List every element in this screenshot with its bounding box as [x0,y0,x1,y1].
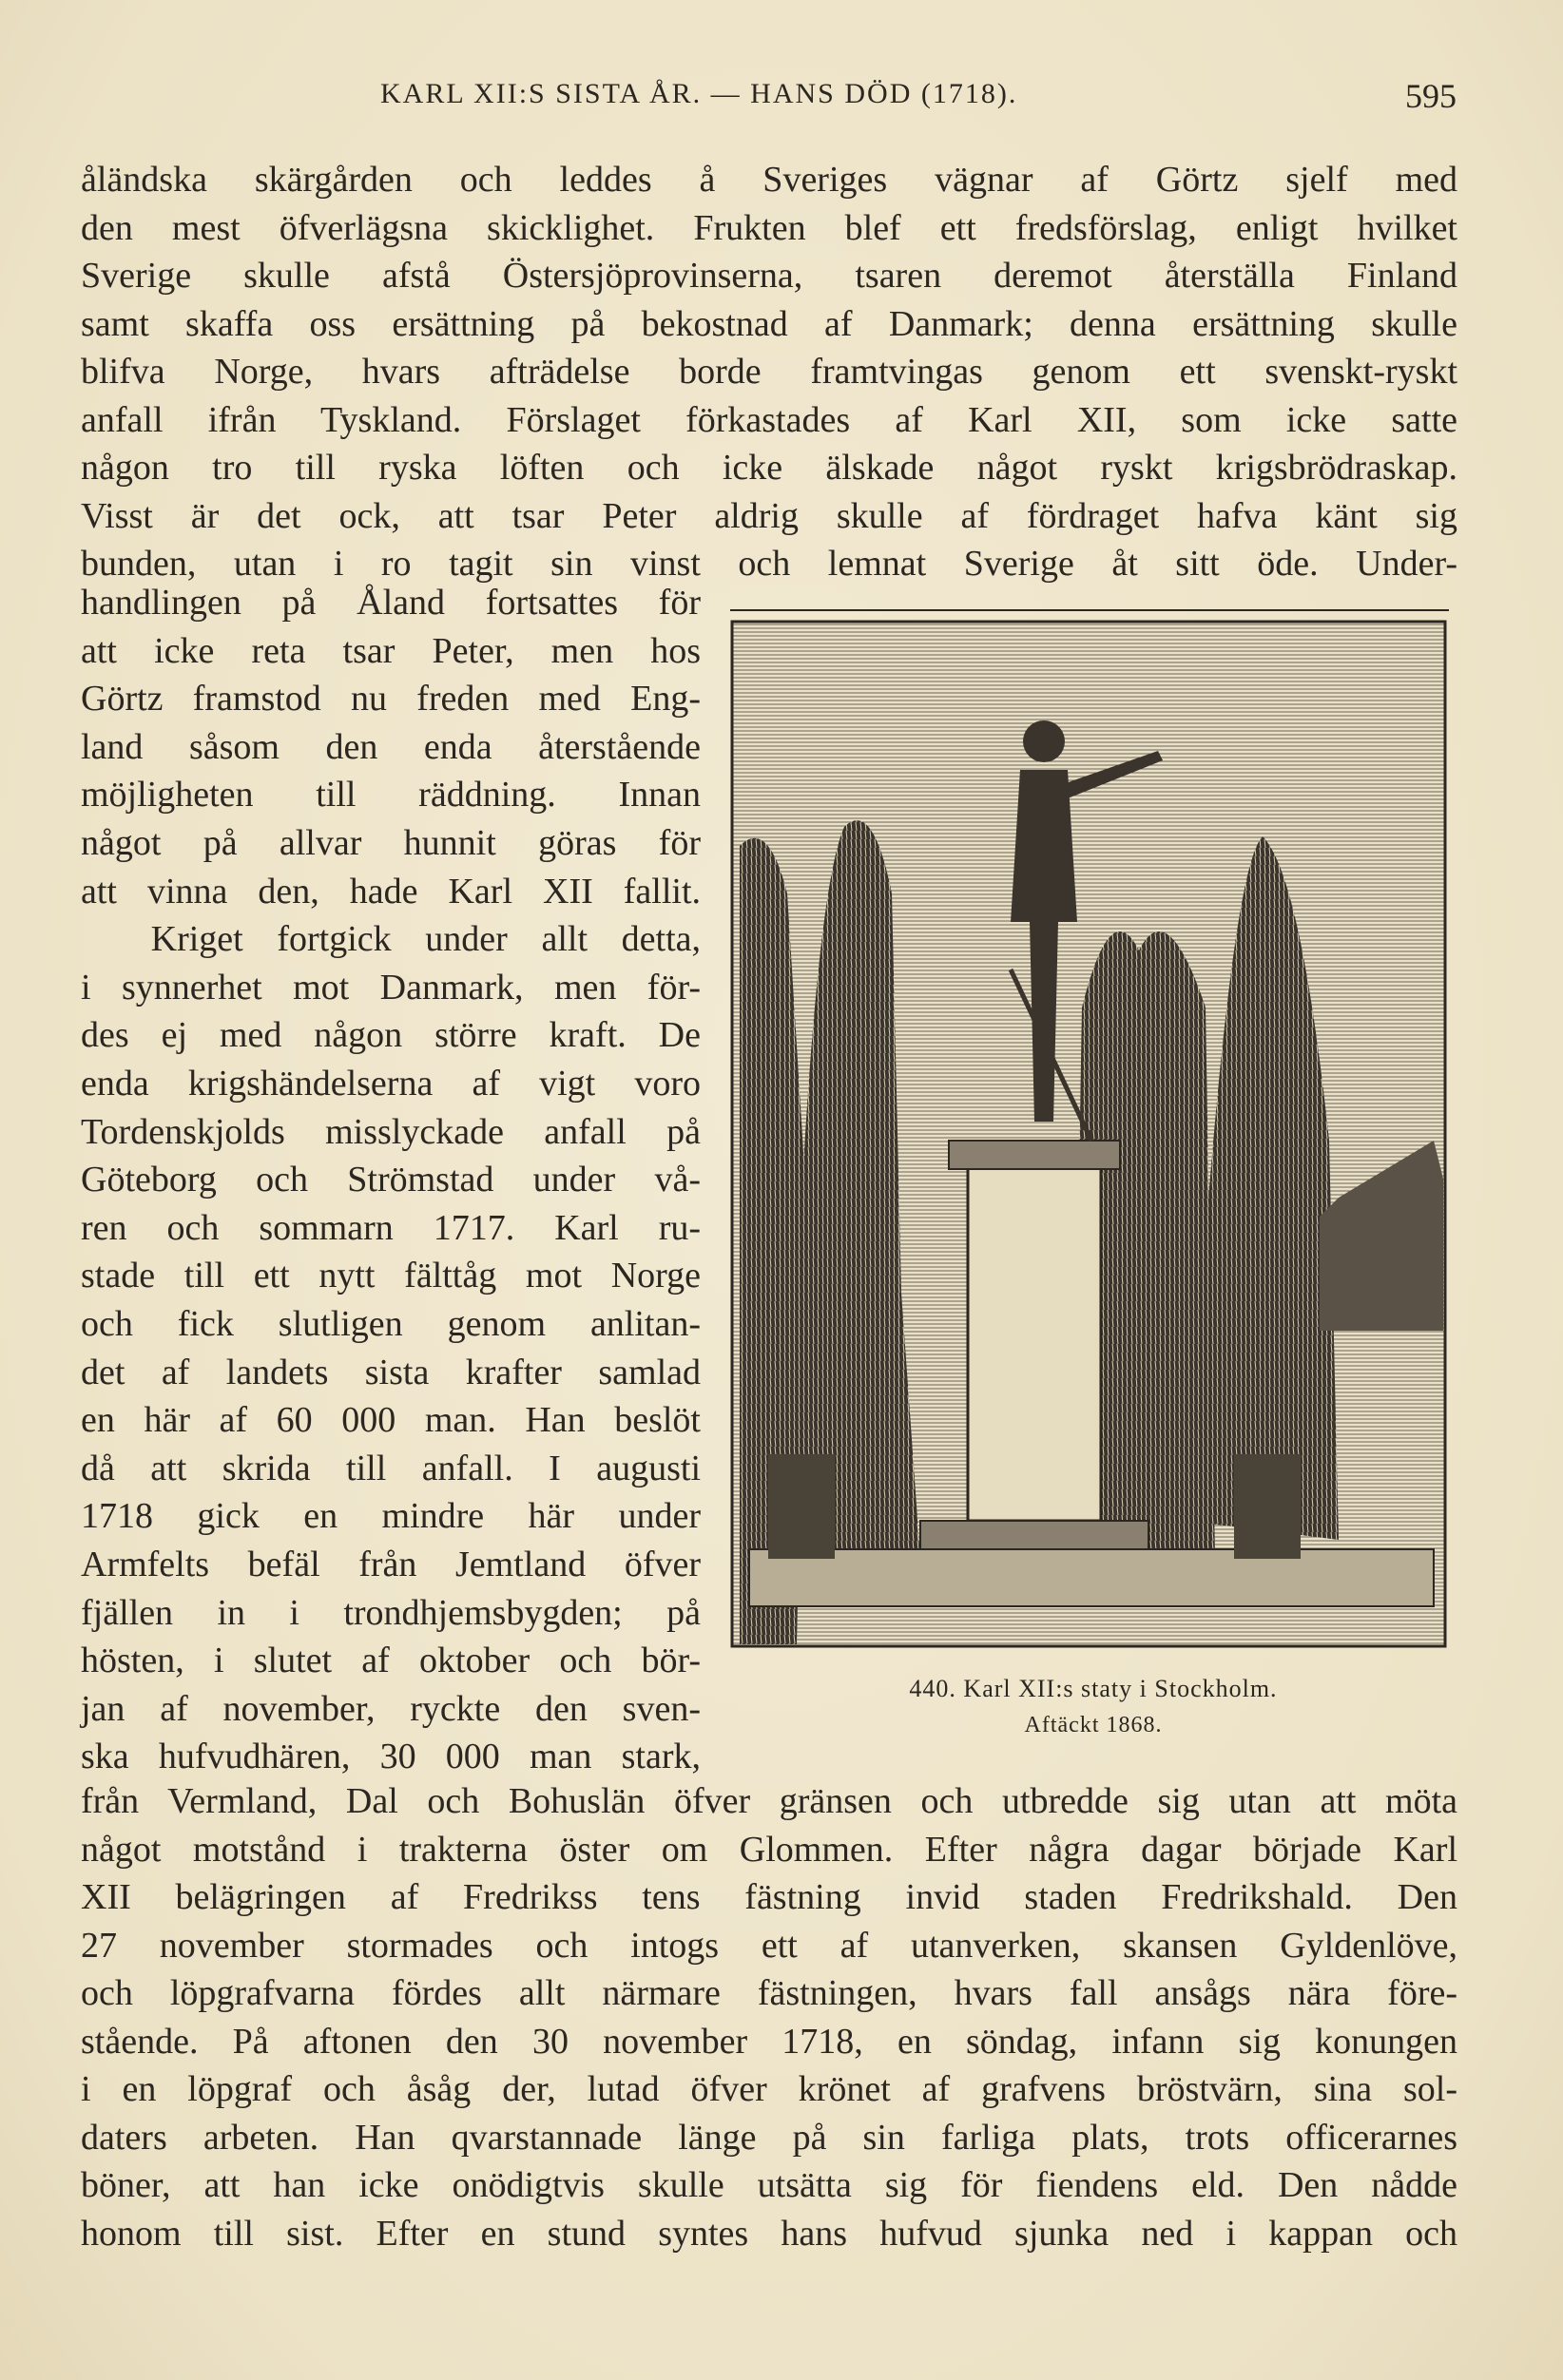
figure-caption: 440. Karl XII:s staty i Stockholm. [909,1675,1278,1702]
text-line: stade till ett nytt fälttåg mot Norge [81,1256,701,1296]
text-line: 1718 gick en mindre här under [81,1496,701,1537]
text-line: någon tro till ryska löften och icke älskade något ryskt krigsbrödraskap. [81,448,1457,488]
text-line: anfall ifrån Tyskland. Förslaget förkastades af Karl XII, som icke satte [81,399,1457,440]
text-line: Visst är det ock, att tsar Peter aldrig skulle af fördraget hafva känt sig [81,495,1457,536]
text-line: bunden, utan i ro tagit sin vinst och lemnat Sverige åt sitt öde. Under- [81,544,1457,584]
text-line: något motstånd i trakterna öster om Glommen. Efter några dagar började Karl [81,1829,1457,1870]
text-line: Görtz framstod nu freden med Eng- [81,679,701,720]
text-line: des ej med någon större kraft. De [81,1015,701,1056]
text-line: honom till sist. Efter en stund syntes hans hufvud sjunka ned i kappan och [81,2213,1457,2254]
text-line: land såsom den enda återstående [81,726,701,767]
text-line: samt skaffa oss ersättning på bekostnad af Danmark; denna ersättning skulle [81,303,1457,344]
text-line: att vinna den, hade Karl XII fallit. [81,871,701,912]
text-line: Tordenskjolds misslyckade anfall på [81,1111,701,1152]
text-line: XII belägringen af Fredrikss tens fästning invid staden Fredrikshald. Den [81,1877,1457,1917]
text-line: jan af november, ryckte den sven- [81,1688,701,1729]
text-line: i synnerhet mot Danmark, men för- [81,967,701,1008]
text-line: då att skrida till anfall. I augusti [81,1448,701,1488]
figure-subcaption: Aftäckt 1868. [1024,1713,1163,1737]
text-line: enda krigshändelserna af vigt voro [81,1064,701,1104]
statue-illustration [730,608,1449,1652]
text-line: möjligheten till räddning. Innan [81,775,701,816]
text-line: Kriget fortgick under allt detta, [81,919,701,960]
text-line: Göteborg och Strömstad under vå- [81,1160,701,1200]
text-line: åländska skärgården och leddes å Sveriges vägnar af Görtz sjelf med [81,160,1457,200]
text-line: ska hufvudhären, 30 000 man stark, [81,1737,701,1777]
text-line: och fick slutligen genom anlitan- [81,1304,701,1344]
text-line: böner, att han icke onödigtvis skulle utsätta sig för fiendens eld. Den nådde [81,2165,1457,2205]
text-line: Armfelts befäl från Jemtland öfver [81,1545,701,1584]
text-line: en här af 60 000 man. Han beslöt [81,1400,701,1441]
text-line: blifva Norge, hvars afträdelse borde framtvingas genom ett svenskt-ryskt [81,352,1457,392]
text-line: något på allvar hunnit göras för [81,823,701,863]
text-line: daters arbeten. Han qvarstannade länge på sin farliga plats, trots officerarnes [81,2117,1457,2158]
text-line: 27 november stormades och intogs ett af utanverken, skansen Gyldenlöve, [81,1925,1457,1966]
text-line: handlingen på Åland fortsattes för [81,583,701,623]
text-line: och löpgrafvarna fördes allt närmare fästningen, hvars fall ansågs nära före- [81,1973,1457,2013]
page-number: 595 [1405,77,1457,115]
text-line: fjällen in i trondhjemsbygden; på [81,1592,701,1633]
text-line: stående. På aftonen den 30 november 1718, en söndag, infann sig konungen [81,2021,1457,2062]
text-line: från Vermland, Dal och Bohuslän öfver gränsen och utbredde sig utan att möta [81,1781,1457,1821]
text-line: Sverige skulle afstå Östersjöprovinserna, tsaren deremot återställa Finland [81,256,1457,296]
text-line: hösten, i slutet af oktober och bör- [81,1641,701,1681]
text-line: den mest öfverlägsna skicklighet. Frukten blef ett fredsförslag, enligt hvilket [81,207,1457,248]
text-line: ren och sommarn 1717. Karl ru- [81,1207,701,1248]
running-header: KARL XII:S SISTA ÅR. — HANS DÖD (1718). [380,78,1018,109]
text-line: att icke reta tsar Peter, men hos [81,630,701,671]
text-line: det af landets sista krafter samlad [81,1352,701,1392]
text-line: i en löpgraf och åsåg der, lutad öfver krönet af grafvens bröstvärn, sina sol- [81,2069,1457,2109]
